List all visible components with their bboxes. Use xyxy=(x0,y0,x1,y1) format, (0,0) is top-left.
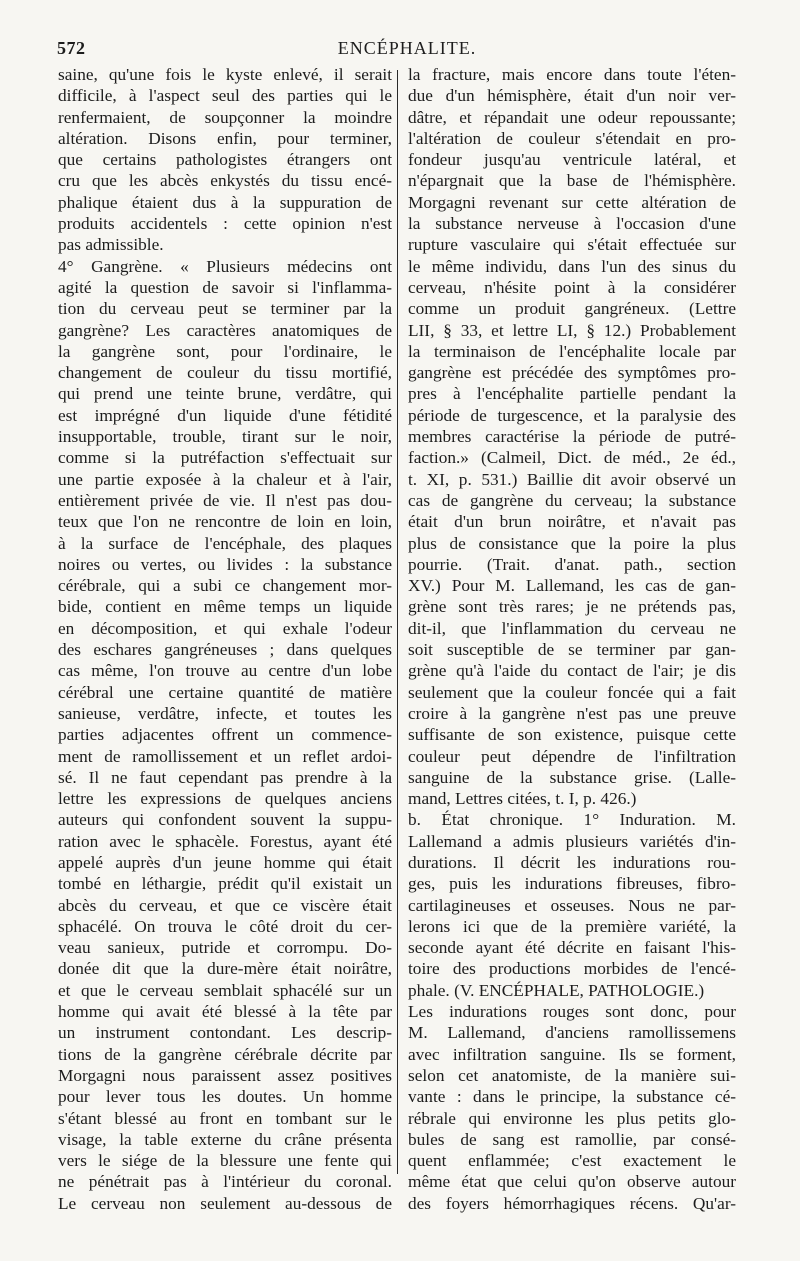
text-line: 4° Gangrène. « Plusieurs médecins ont xyxy=(58,256,392,276)
text-line: une partie exposée à la chaleur et à l'air, xyxy=(58,469,392,489)
text-line: rupture vasculaire qui s'était effectuée sur xyxy=(408,235,736,255)
text-line: suffisante de son existence, puisque cette xyxy=(408,725,736,745)
text-line: changement de couleur du tissu mortifié, xyxy=(58,363,392,383)
text-line: cas même, l'on trouve au centre d'un lobe xyxy=(58,661,392,681)
left-column xyxy=(58,64,392,1214)
text-line: bules de sang est ramollie, par consé- xyxy=(408,1129,736,1149)
text-line: comme si la putréfaction s'effectuait sur xyxy=(58,448,392,468)
text-line: lerons ici que de la première variété, la xyxy=(408,916,736,936)
text-line: abcès du cerveau, et que ce viscère était xyxy=(58,895,392,915)
text-line: cartilagineuses et osseuses. Nous ne par- xyxy=(408,895,736,915)
text-line: phalique étaient dus à la suppuration de xyxy=(58,192,392,212)
text-line: difficile, à l'aspect seul des parties qui le xyxy=(58,86,392,106)
text-line: le même individu, dans l'un des sinus du xyxy=(408,256,736,276)
text-line: la substance nerveuse à l'occasion d'une xyxy=(408,214,736,234)
text-line: veau sanieux, putride et corrompu. Do- xyxy=(58,938,392,958)
text-line: un instrument contondant. Les descrip- xyxy=(58,1023,392,1043)
text-line: Morgagni nous paraissent assez positives xyxy=(58,1065,392,1085)
text-line: homme qui avait été blessé à la tête par xyxy=(58,1002,392,1022)
text-line: était d'un brun noirâtre, et n'avait pas xyxy=(408,512,736,532)
text-line: seconde ayant été décrite en faisant l'his- xyxy=(408,938,736,958)
text-line: pas admissible. xyxy=(58,235,164,255)
text-line: sanguine de la substance grise. (Lalle- xyxy=(408,767,736,787)
text-line: due d'un hémisphère, était d'un noir ver- xyxy=(408,86,736,106)
text-line: M. Lallemand, d'anciens ramollissemens xyxy=(408,1023,736,1043)
text-line: visage, la table externe du crâne présenta xyxy=(58,1129,392,1149)
text-line: cru que les abcès enkystés du tissu encé- xyxy=(58,171,392,191)
text-line: gangrène est précédée des symptômes pro- xyxy=(408,363,736,383)
text-line: couleur peut dépendre de l'infiltration xyxy=(408,746,736,766)
text-line: t. XI, p. 531.) Baillie dit avoir observé un xyxy=(408,469,736,489)
text-line: auteurs qui confondent souvent la suppu- xyxy=(58,810,392,830)
text-line: cerveau, n'hésite point à la considérer xyxy=(408,277,736,297)
text-line: toire des productions morbides de l'encé- xyxy=(408,959,736,979)
text-line: des foyers hémorrhagiques récens. Qu'ar- xyxy=(408,1193,736,1213)
right-column xyxy=(408,64,736,1214)
text-line: donée dit que la dure-mère était noirâtre, xyxy=(58,959,392,979)
text-line: parties adjacentes offrent un commence- xyxy=(58,725,392,745)
text-line: renfermaient, de soupçonner la moindre xyxy=(58,107,392,127)
text-line: Lallemand a admis plusieurs variétés d'in- xyxy=(408,831,736,851)
text-line: pourrie. (Trait. d'anat. path., section xyxy=(408,554,736,574)
text-line: durations. Il décrit les indurations rou- xyxy=(408,852,736,872)
text-line: à la surface de l'encéphale, des plaques xyxy=(58,533,392,553)
text-line: que certains pathologistes étrangers ont xyxy=(58,150,392,170)
text-line: la gangrène sont, pour l'ordinaire, le xyxy=(58,341,392,361)
text-line: soit susceptible de se terminer par gan- xyxy=(408,640,736,660)
text-line: dit-il, que l'inflammation du cerveau ne xyxy=(408,618,736,638)
text-line: membres caractérise la période de putré- xyxy=(408,427,736,447)
text-line: Les indurations rouges sont donc, pour xyxy=(408,1002,736,1022)
column-divider xyxy=(397,70,398,1174)
text-line: teux que l'on ne rencontre de loin en loin, xyxy=(58,512,392,532)
text-line: cérébrale, qui a subi ce changement mor- xyxy=(58,576,392,596)
text-line: ges, puis les indurations fibreuses, fibro- xyxy=(408,874,736,894)
text-line: la terminaison de l'encéphalite locale par xyxy=(408,341,736,361)
text-line: rébrale qui environne les plus petits glo- xyxy=(408,1108,736,1128)
text-line: pour lever tous les doutes. Un homme xyxy=(58,1087,392,1107)
text-line: Le cerveau non seulement au-dessous de xyxy=(58,1193,392,1213)
text-line: plus de consistance que la poire la plus xyxy=(408,533,736,553)
text-line: Morgagni revenant sur cette altération de xyxy=(408,192,736,212)
text-line: qui prend une teinte brune, verdâtre, qui xyxy=(58,384,392,404)
text-line: vers le siége de la blessure une fente qui xyxy=(58,1151,392,1171)
text-line: avec infiltration sanguine. Ils se forment, xyxy=(408,1044,736,1064)
text-line: faction.» (Calmeil, Dict. de méd., 2e éd., xyxy=(408,448,736,468)
text-line: ration avec le sphacèle. Forestus, ayant été xyxy=(58,831,392,851)
text-line: noires ou vertes, ou livides : la substance xyxy=(58,554,392,574)
text-line: entièrement privée de vie. Il n'est pas dou- xyxy=(58,490,392,510)
text-line: même état que celui qu'on observe autour xyxy=(408,1172,736,1192)
text-line: produits accidentels : cette opinion n'est xyxy=(58,214,392,234)
text-line: bide, contient en même temps un liquide xyxy=(58,597,392,617)
text-line: dâtre, et répandait une odeur repoussante; xyxy=(408,107,736,127)
text-line: croire à la gangrène n'est pas une preuve xyxy=(408,703,736,723)
text-line: tion du cerveau peut se terminer par la xyxy=(58,299,392,319)
text-line: en décomposition, et qui exhale l'odeur xyxy=(58,618,392,638)
text-line: ment de ramollissement et un reflet ardoi- xyxy=(58,746,392,766)
text-line: la fracture, mais encore dans toute l'éten- xyxy=(408,65,736,84)
text-line: mand, Lettres citées, t. I, p. 426.) xyxy=(408,789,637,809)
text-line: fondeur jusqu'au ventricule latéral, et xyxy=(408,150,736,170)
text-line: lettre les expressions de quelques anciens xyxy=(58,789,392,809)
text-line: saine, qu'une fois le kyste enlevé, il serait xyxy=(58,65,392,84)
text-line: agité la question de savoir si l'inflamma- xyxy=(58,277,392,297)
text-line: s'étant blessé au front en tombant sur le xyxy=(58,1108,392,1128)
text-line: insupportable, trouble, tirant sur le noir, xyxy=(58,427,392,447)
text-line: et que le cerveau semblait sphacélé sur un xyxy=(58,980,392,1000)
text-line: quent enflammée; c'est exactement le xyxy=(408,1151,736,1171)
text-line: cérébral une certaine quantité de matière xyxy=(58,682,392,702)
text-line: altération. Disons enfin, pour terminer, xyxy=(58,128,392,148)
text-line: est imprégné d'un liquide d'une fétidité xyxy=(58,405,392,425)
text-line: grène qu'à l'aide du contact de l'air; je dis xyxy=(408,661,736,681)
text-line: sé. Il ne faut cependant pas prendre à la xyxy=(58,767,392,787)
text-line: sphacélé. On trouva le côté droit du cer- xyxy=(58,916,392,936)
page-header xyxy=(57,38,757,64)
page-number: 572 xyxy=(57,38,86,58)
text-line: LII, § 33, et lettre LI, § 12.) Probablement xyxy=(408,320,736,340)
text-line: vante : dans le principe, la substance cé- xyxy=(408,1087,736,1107)
text-line: n'épargnait que la base de l'hémisphère. xyxy=(408,171,736,191)
text-line: b. État chronique. 1° Induration. M. xyxy=(408,810,736,830)
text-line: l'altération de couleur s'étendait en pro- xyxy=(408,128,736,148)
text-line: pres à l'encéphalite partielle pendant la xyxy=(408,384,736,404)
text-line: ne pénétrait pas à l'intérieur du coronal. xyxy=(58,1172,392,1192)
text-line: des eschares gangréneuses ; dans quelques xyxy=(58,640,392,660)
text-line: grène sont très rares; je ne prétends pas, xyxy=(408,597,736,617)
text-line: seulement que la couleur foncée qui a fait xyxy=(408,682,736,702)
text-line: tombé en léthargie, prédit qu'il existait un xyxy=(58,874,392,894)
text-line: appelé auprès d'un jeune homme qui était xyxy=(58,852,392,872)
text-line: cas de gangrène du cerveau; la substance xyxy=(408,490,736,510)
text-line: comme un produit gangréneux. (Lettre xyxy=(408,299,736,319)
running-title: ENCÉPHALITE. xyxy=(337,38,477,58)
text-line: tions de la gangrène cérébrale décrite par xyxy=(58,1044,392,1064)
text-line: gangrène? Les caractères anatomiques de xyxy=(58,320,392,340)
text-line: période de turgescence, et la paralysie des xyxy=(408,405,736,425)
text-line: sanieuse, verdâtre, infecte, et toutes les xyxy=(58,703,392,723)
text-line: phale. (V. ENCÉPHALE, PATHOLOGIE.) xyxy=(408,980,705,1000)
text-line: selon cet anatomiste, de la manière sui- xyxy=(408,1065,736,1085)
text-line: XV.) Pour M. Lallemand, les cas de gan- xyxy=(408,576,736,596)
